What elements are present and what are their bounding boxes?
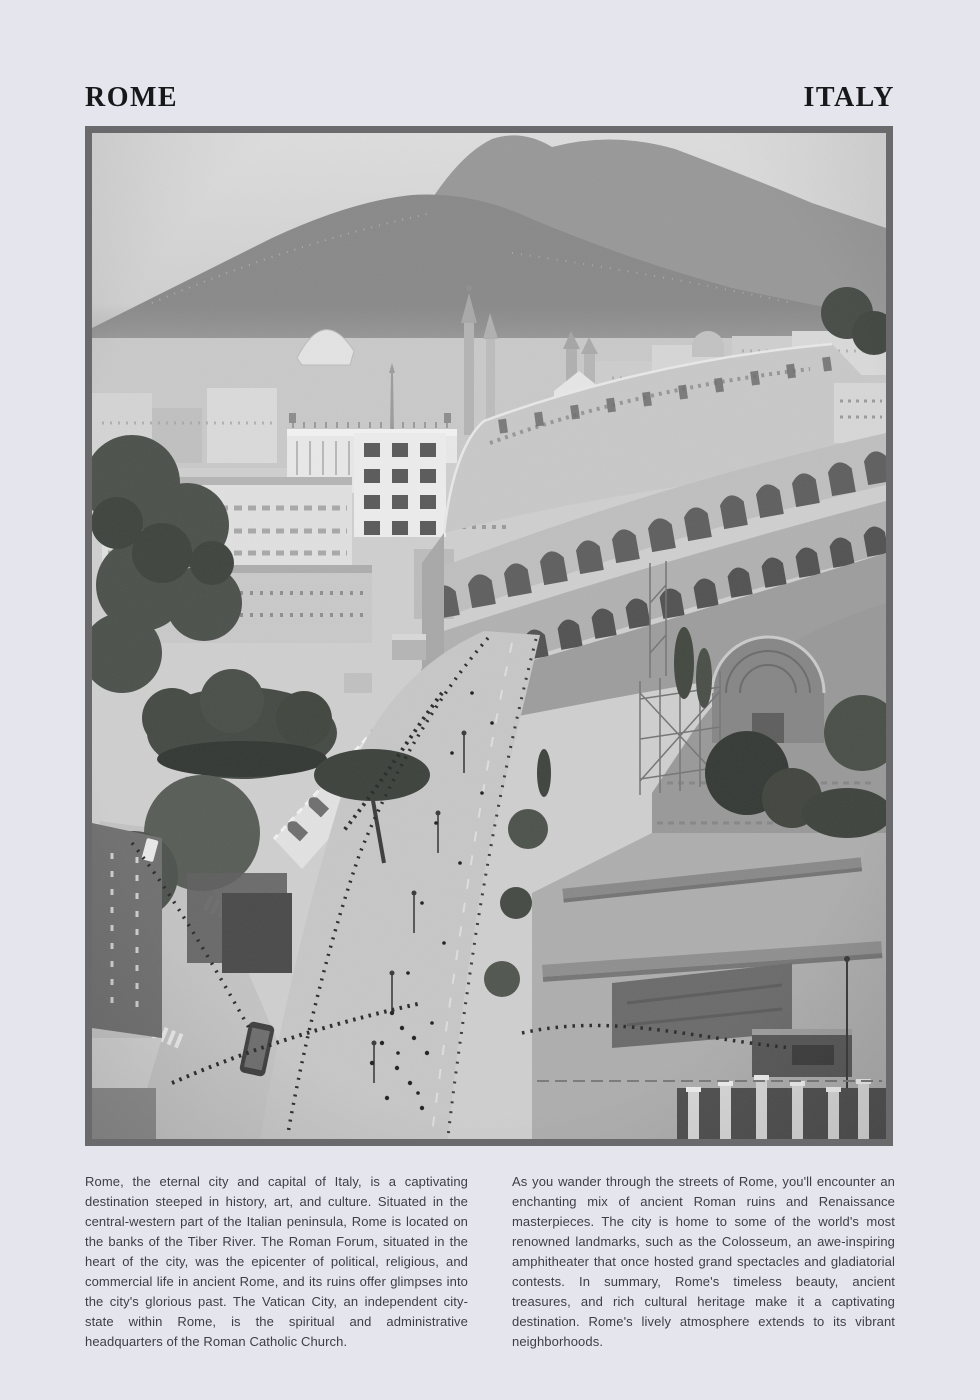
city-title: ROME [85, 82, 179, 113]
rome-photo [85, 126, 893, 1146]
poster-header [85, 84, 895, 112]
rome-photo-illustration [92, 133, 886, 1139]
poster-page [85, 0, 895, 1352]
intro-text-section [85, 1172, 895, 1352]
intro-paragraph-right: As you wander through the streets of Rome, you'll encounter an enchanting mix of ancient Roman ruins and Renaissance masterpieces. The city is home to some of the world's most renowned landmarks, such as the Colosseum, an awe-inspiring amphitheater that once hosted grand spectacles and gladiatorial contests. In summary, Rome's timeless beauty, ancient treasures, and rich cultural heritage make it a captivating destination. Rome's lively atmosphere extends to its vibrant neighborhoods. [512, 1174, 895, 1349]
country-title: ITALY [803, 82, 895, 113]
intro-paragraph-left: Rome, the eternal city and capital of Italy, is a captivating destination steeped in history, art, and culture. Situated in the central-western part of the Italian peninsula, Rome is located on the banks of the Tiber River. The Roman Forum, situated in the heart of the city, was the epicenter of political, religious, and commercial life in ancient Rome, and its ruins offer glimpses into the city's glorious past. The Vatican City, an independent city-state within Rome, is the spiritual and administrative headquarters of the Roman Catholic Church. [85, 1174, 468, 1349]
